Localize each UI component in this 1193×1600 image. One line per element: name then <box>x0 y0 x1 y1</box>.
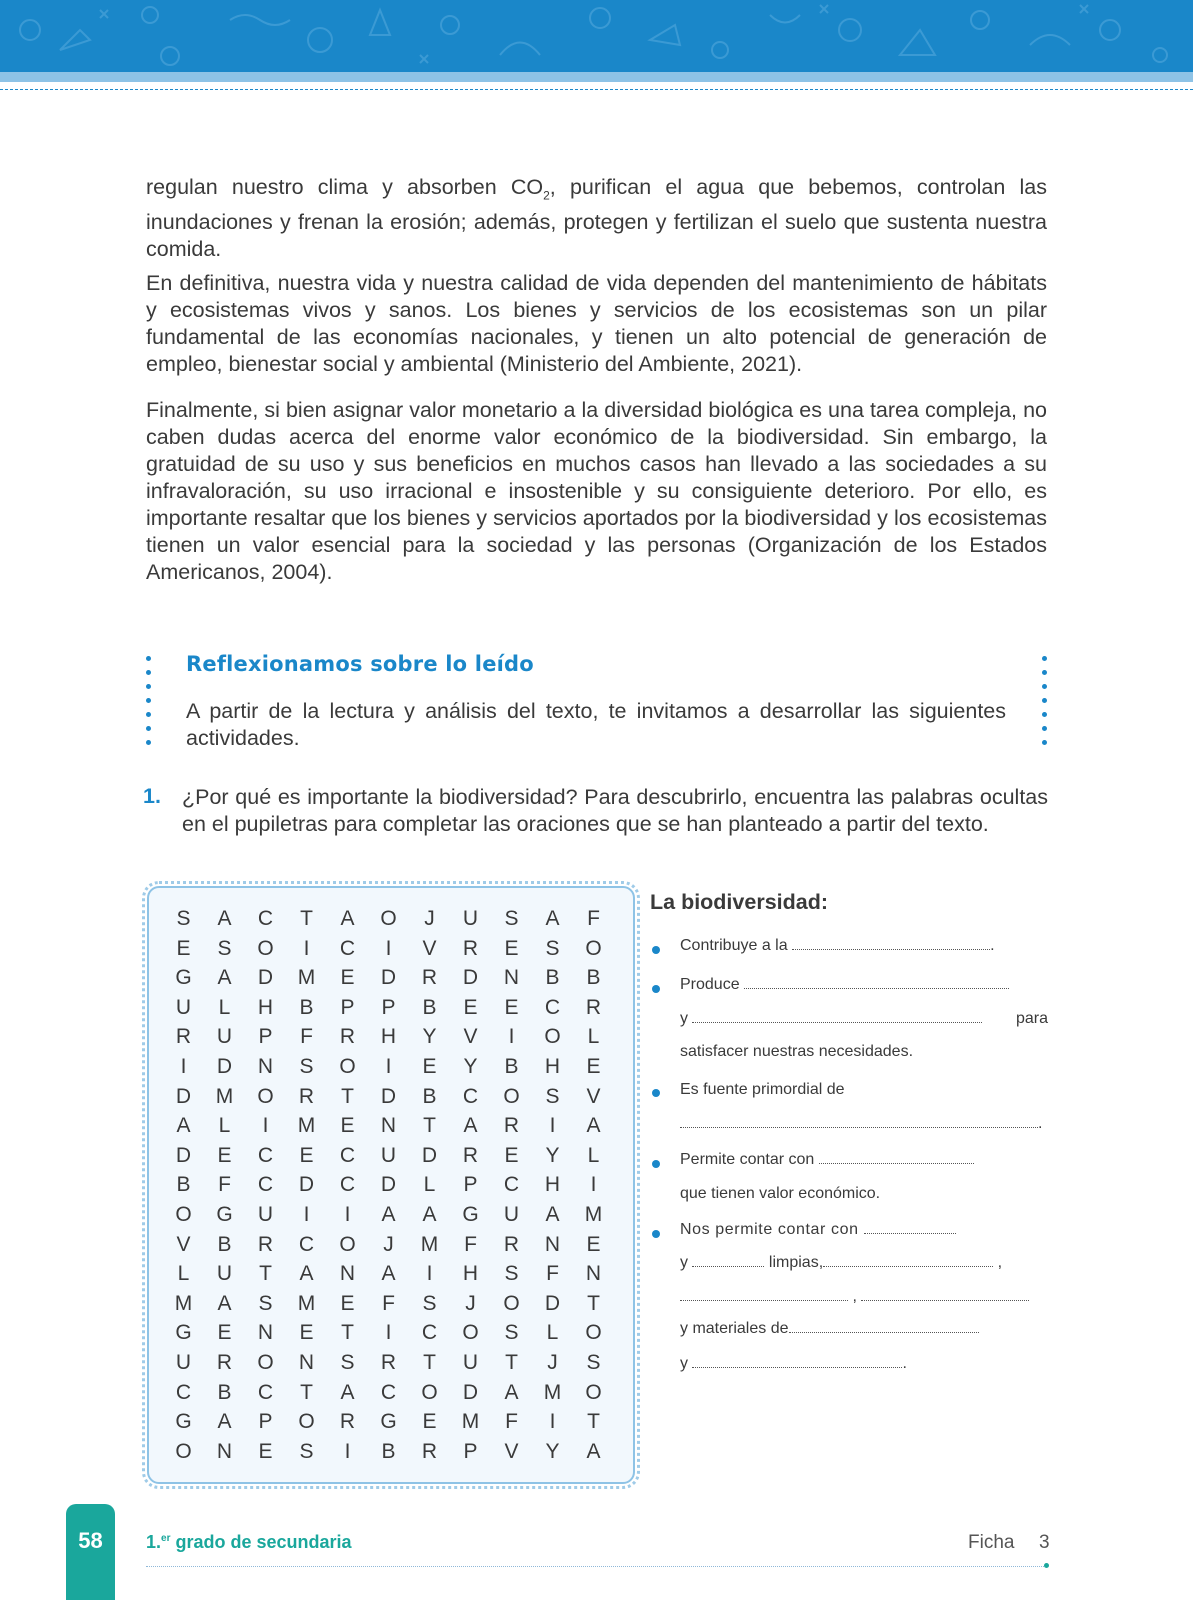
word-search-letter[interactable]: R <box>462 1143 479 1167</box>
word-search-letter[interactable]: E <box>299 1143 314 1167</box>
word-search-letter[interactable]: Y <box>545 1143 560 1167</box>
blank-line[interactable] <box>692 1367 902 1368</box>
word-search-letter[interactable]: Y <box>545 1439 560 1463</box>
blank-line[interactable] <box>792 949 990 950</box>
paragraph-1: regulan nuestro clima y absorben $CO_2$, purifican el agua que bebemos, controlan las inundaciones y frenan la erosión; además, protegen y fertilizan el suelo que sustenta nuestra comida. <box>146 175 1047 262</box>
word-search-letter[interactable]: U <box>380 1143 397 1167</box>
word-search-letter[interactable]: U <box>175 995 192 1019</box>
word-search-letter[interactable]: F <box>382 1291 395 1315</box>
word-search-letter[interactable]: L <box>587 1143 600 1167</box>
word-search-letter[interactable]: S <box>299 1054 314 1078</box>
word-search-letter[interactable]: A <box>217 966 232 990</box>
word-search-letter[interactable]: D <box>544 1291 561 1315</box>
word-search-letter[interactable]: R <box>421 1439 438 1463</box>
word-search-letter[interactable]: E <box>258 1439 273 1463</box>
word-search-letter[interactable]: E <box>340 966 355 990</box>
grade-label: 1.$^{er}$ grado de secundaria <box>146 1532 352 1552</box>
word-search-letter[interactable]: I <box>385 1054 392 1078</box>
word-search-letter[interactable]: O <box>503 1291 520 1315</box>
word-search-letter[interactable]: P <box>463 1173 478 1197</box>
word-search-letter[interactable]: O <box>257 1350 274 1374</box>
word-search-letter[interactable]: S <box>340 1350 355 1374</box>
word-search-letter[interactable]: R <box>503 1114 520 1138</box>
blank-line[interactable] <box>680 1127 1038 1128</box>
word-search-letter[interactable]: M <box>297 1291 316 1315</box>
word-search-letter[interactable]: A <box>176 1114 191 1138</box>
question-text: ¿Por qué es importante la biodiversidad? Para descubrirlo, encuentra las palabras ocultas en el pupiletras para completar las oraciones que se han planteado a partir del texto. <box>182 785 1048 836</box>
word-search-letter[interactable]: G <box>380 1410 397 1434</box>
word-search-letter[interactable]: P <box>340 995 355 1019</box>
word-search-letter[interactable]: D <box>216 1054 233 1078</box>
word-search-letter[interactable]: I <box>303 936 310 960</box>
reflexion-right-dots <box>1042 656 1048 745</box>
word-search-letter[interactable]: O <box>585 1321 602 1345</box>
word-search-letter[interactable]: M <box>420 1232 439 1256</box>
word-search-letter[interactable]: R <box>257 1232 274 1256</box>
word-search-letter[interactable]: O <box>585 1380 602 1404</box>
word-search-letter[interactable]: C <box>175 1380 192 1404</box>
word-search-letter[interactable]: F <box>587 907 600 930</box>
word-search-letter[interactable]: B <box>504 1054 519 1078</box>
word-search-letter[interactable]: A <box>463 1114 478 1138</box>
word-search-letter[interactable]: O <box>175 1439 192 1463</box>
word-search-letter[interactable]: U <box>216 1025 233 1049</box>
word-search-letter[interactable]: I <box>180 1054 187 1078</box>
word-search-letter[interactable]: C <box>257 1380 274 1404</box>
word-search-letter[interactable]: O <box>585 936 602 960</box>
ficha-label: Ficha <box>968 1532 1015 1553</box>
word-search-letter[interactable]: N <box>216 1439 233 1463</box>
bullet-icon <box>652 1089 660 1097</box>
word-search-letter[interactable]: G <box>175 1321 192 1345</box>
word-search-letter[interactable]: O <box>339 1232 356 1256</box>
word-search-letter[interactable]: A <box>340 1380 355 1404</box>
word-search-letter[interactable]: V <box>422 936 437 960</box>
word-search-letter[interactable]: B <box>586 966 601 990</box>
reflexion-left-dots <box>146 656 152 745</box>
word-search-letter[interactable]: T <box>505 1350 518 1374</box>
bullet-icon <box>652 946 660 954</box>
word-search-letter[interactable]: R <box>175 1025 192 1049</box>
word-search-letter[interactable]: E <box>422 1054 437 1078</box>
word-search-letter[interactable]: I <box>385 936 392 960</box>
word-search-letter[interactable]: O <box>257 1084 274 1108</box>
word-search-letter[interactable]: T <box>300 1380 313 1404</box>
word-search-letter[interactable]: I <box>426 1262 433 1286</box>
word-search-letter[interactable]: H <box>257 995 274 1019</box>
word-search-letter[interactable]: E <box>504 936 519 960</box>
reflexion-body: A partir de la lectura y análisis del texto, te invitamos a desarrollar las siguientes actividades. <box>186 699 1006 750</box>
word-search-letter[interactable]: O <box>421 1380 438 1404</box>
word-search-letter[interactable]: B <box>217 1380 232 1404</box>
word-search-letter[interactable]: S <box>217 936 232 960</box>
word-search-letter[interactable]: L <box>177 1262 190 1286</box>
word-search-letter[interactable]: E <box>299 1321 314 1345</box>
word-search-letter[interactable]: G <box>462 1202 479 1226</box>
blank-line[interactable] <box>680 1300 848 1301</box>
word-search-letter[interactable]: A <box>217 907 232 930</box>
word-search-letter[interactable]: C <box>544 995 561 1019</box>
word-search-letter[interactable]: P <box>463 1439 478 1463</box>
word-search-letter[interactable]: R <box>339 1025 356 1049</box>
word-search-letter[interactable]: T <box>423 1350 436 1374</box>
word-search-letter[interactable]: C <box>421 1321 438 1345</box>
fill-item-1: Contribuye a la . <box>680 937 995 954</box>
blank-line[interactable] <box>692 1266 764 1267</box>
word-search-letter[interactable]: C <box>257 907 274 930</box>
word-search-letter[interactable]: S <box>504 1262 519 1286</box>
blank-line[interactable] <box>692 1022 982 1023</box>
word-search-letter[interactable]: D <box>380 1084 397 1108</box>
word-search-letter[interactable]: N <box>298 1350 315 1374</box>
word-search-letter[interactable]: V <box>463 1025 478 1049</box>
header-stripe <box>0 72 1193 82</box>
word-search-letter[interactable]: L <box>546 1321 559 1345</box>
word-search-letter[interactable]: C <box>339 1173 356 1197</box>
word-search-letter[interactable]: D <box>298 1173 315 1197</box>
word-search-letter[interactable]: I <box>303 1202 310 1226</box>
word-search-letter[interactable]: D <box>462 1380 479 1404</box>
word-search-letter[interactable]: S <box>299 1439 314 1463</box>
word-search-letter[interactable]: N <box>339 1262 356 1286</box>
word-search-letter[interactable]: M <box>297 1114 316 1138</box>
word-search-letter[interactable]: O <box>503 1084 520 1108</box>
word-search-letter[interactable]: R <box>216 1350 233 1374</box>
word-search-letter[interactable]: C <box>339 936 356 960</box>
word-search-letter[interactable]: M <box>297 966 316 990</box>
fill-item-5-line2: y limpias, , <box>680 1254 1003 1271</box>
word-search-letter[interactable]: F <box>505 1410 518 1434</box>
word-search-letter[interactable]: M <box>215 1084 234 1108</box>
word-search-letter[interactable]: E <box>217 1143 232 1167</box>
blank-line[interactable] <box>744 988 1009 989</box>
word-search-letter[interactable]: S <box>504 1321 519 1345</box>
word-search-letter[interactable]: B <box>176 1173 191 1197</box>
word-search-letter[interactable]: D <box>462 966 479 990</box>
word-search-letter[interactable]: E <box>340 1291 355 1315</box>
word-search-letter[interactable]: B <box>381 1439 396 1463</box>
word-search-letter[interactable]: N <box>380 1114 397 1138</box>
word-search-letter[interactable]: N <box>585 1262 602 1286</box>
word-search-letter[interactable]: F <box>300 1025 313 1049</box>
fill-item-5-line5: y . <box>680 1355 907 1372</box>
footer-dot-icon <box>1044 1563 1049 1568</box>
fill-item-5-line4: y materiales de <box>680 1320 979 1338</box>
word-search-letter[interactable]: S <box>504 907 519 930</box>
word-search-letter[interactable]: N <box>503 966 520 990</box>
word-search-letter[interactable]: M <box>543 1380 562 1404</box>
word-search-letter[interactable]: G <box>216 1202 233 1226</box>
word-search-letter[interactable]: J <box>465 1291 476 1315</box>
word-search-letter[interactable]: M <box>461 1410 480 1434</box>
word-search-letter[interactable]: D <box>257 966 274 990</box>
blank-line[interactable] <box>819 1163 974 1164</box>
word-search-letter[interactable]: H <box>544 1054 561 1078</box>
word-search-letter[interactable]: E <box>422 1410 437 1434</box>
word-search-letter[interactable]: N <box>257 1321 274 1345</box>
word-search-letter[interactable]: L <box>218 1114 231 1138</box>
word-search-letter[interactable]: R <box>298 1084 315 1108</box>
word-search-letter[interactable]: E <box>463 995 478 1019</box>
word-search-letter[interactable]: P <box>381 995 396 1019</box>
word-search-letter[interactable]: R <box>339 1410 356 1434</box>
word-search-letter[interactable]: B <box>299 995 314 1019</box>
word-search-letter[interactable]: A <box>545 907 560 930</box>
word-search-letter[interactable]: E <box>586 1054 601 1078</box>
word-search-letter[interactable]: L <box>218 995 231 1019</box>
word-search-letter[interactable]: C <box>462 1084 479 1108</box>
word-search-letter[interactable]: S <box>422 1291 437 1315</box>
word-search-letter[interactable]: T <box>587 1291 600 1315</box>
word-search-letter[interactable]: I <box>385 1321 392 1345</box>
fill-item-4: Permite contar con <box>680 1151 974 1169</box>
word-search-letter[interactable]: H <box>544 1173 561 1197</box>
word-search-letter[interactable]: O <box>339 1054 356 1078</box>
word-search-letter[interactable]: E <box>504 995 519 1019</box>
word-search-letter[interactable]: T <box>259 1262 272 1286</box>
word-search-letter[interactable]: G <box>175 966 192 990</box>
word-search-letter[interactable]: R <box>380 1350 397 1374</box>
word-search-letter[interactable]: S <box>545 936 560 960</box>
word-search-letter[interactable]: D <box>421 1143 438 1167</box>
word-search-letter[interactable]: A <box>422 1202 437 1226</box>
footer-dotted-line <box>146 1566 1046 1567</box>
word-search-letter[interactable]: F <box>464 1232 477 1256</box>
doodle-pattern-icon <box>0 0 1193 72</box>
word-search-letter[interactable]: P <box>258 1410 273 1434</box>
word-search-letter[interactable]: P <box>258 1025 273 1049</box>
word-search-letter[interactable]: A <box>504 1380 519 1404</box>
word-search-letter[interactable]: F <box>218 1173 231 1197</box>
word-search-letter[interactable]: Y <box>422 1025 437 1049</box>
word-search-letter[interactable]: J <box>547 1350 558 1374</box>
word-search-letter[interactable]: C <box>257 1173 274 1197</box>
word-search-letter[interactable]: E <box>504 1143 519 1167</box>
blank-line[interactable] <box>823 1266 993 1267</box>
blank-line[interactable] <box>789 1332 979 1333</box>
word-search-letter[interactable]: V <box>176 1232 191 1256</box>
word-search-letter[interactable]: H <box>462 1262 479 1286</box>
word-search-letter[interactable]: E <box>586 1232 601 1256</box>
word-search-letter[interactable]: F <box>546 1262 559 1286</box>
reflexion-title: Reflexionamos sobre lo leído <box>186 652 534 676</box>
word-search-letter[interactable]: G <box>175 1410 192 1434</box>
word-search-letter[interactable]: B <box>217 1232 232 1256</box>
word-search-letter[interactable]: I <box>590 1173 597 1197</box>
word-search-letter[interactable]: A <box>217 1410 232 1434</box>
word-search-letter[interactable]: I <box>508 1025 515 1049</box>
biodiversity-title: La biodiversidad: <box>650 890 829 914</box>
word-search-letter[interactable]: S <box>586 1350 601 1374</box>
word-search-letter[interactable]: C <box>298 1232 315 1256</box>
word-search-letter[interactable]: T <box>423 1114 436 1138</box>
word-search-letter[interactable]: U <box>216 1262 233 1286</box>
blank-line[interactable] <box>861 1300 1029 1301</box>
word-search-box <box>147 886 635 1484</box>
word-search-letter[interactable]: R <box>585 995 602 1019</box>
word-search-letter[interactable]: I <box>262 1114 269 1138</box>
word-search-letter[interactable]: U <box>462 907 479 930</box>
fill-item-2-line3: satisfacer nuestras necesidades. <box>680 1043 914 1060</box>
bullet-icon <box>652 1160 660 1168</box>
word-search-letter[interactable]: A <box>299 1262 314 1286</box>
word-search-letter[interactable]: A <box>340 907 355 930</box>
word-search-letter[interactable]: B <box>422 995 437 1019</box>
word-search-letter[interactable]: J <box>424 907 435 930</box>
word-search-letter[interactable]: I <box>344 1202 351 1226</box>
word-search-letter[interactable]: I <box>344 1439 351 1463</box>
word-search-letter[interactable]: R <box>503 1232 520 1256</box>
word-search-letter[interactable]: A <box>381 1262 396 1286</box>
word-search-letter[interactable]: B <box>545 966 560 990</box>
word-search-letter[interactable]: E <box>340 1114 355 1138</box>
word-search-letter[interactable]: M <box>174 1291 193 1315</box>
word-search-letter[interactable]: H <box>380 1025 397 1049</box>
fill-item-5: Nos permite contar con <box>680 1221 956 1239</box>
word-search-letter[interactable]: O <box>380 907 397 930</box>
word-search-letter[interactable]: D <box>175 1084 192 1108</box>
word-search-letter[interactable]: E <box>217 1321 232 1345</box>
word-search-grid <box>163 904 614 1466</box>
word-search-letter[interactable]: A <box>381 1202 396 1226</box>
word-search-letter[interactable]: U <box>503 1202 520 1226</box>
word-search-letter[interactable]: M <box>584 1202 603 1226</box>
word-search-letter[interactable]: C <box>503 1173 520 1197</box>
word-search-letter[interactable]: R <box>421 966 438 990</box>
question-number: 1. <box>143 784 161 808</box>
word-search-letter[interactable]: A <box>217 1291 232 1315</box>
paragraph-3: Finalmente, si bien asignar valor monetario a la diversidad biológica es una tarea compleja, no caben dudas acerca del enorme valor económico de la biodiversidad. Sin embargo, la gratuidad de su uso y sus beneficios en muchos casos han llevado a las sociedades a su infravaloración, su uso irracional e insostenible y su consiguiente deterioro. Por ello, es importante resaltar que los bienes y servicios aportados por la biodiversidad y los ecosistemas tienen un valor esencial para la sociedad y las personas (Organización de los Estados Americanos, 2004). <box>146 398 1047 584</box>
bullet-icon <box>652 985 660 993</box>
word-search-letter[interactable]: C <box>380 1380 397 1404</box>
word-search-letter[interactable]: L <box>423 1173 436 1197</box>
word-search-letter[interactable]: C <box>257 1143 274 1167</box>
word-search-letter[interactable]: S <box>258 1291 273 1315</box>
word-search-letter[interactable]: T <box>300 907 313 930</box>
word-search-letter[interactable]: B <box>422 1084 437 1108</box>
blank-line[interactable] <box>864 1233 956 1234</box>
word-search-letter[interactable]: Y <box>463 1054 478 1078</box>
header-band <box>0 0 1193 72</box>
word-search-letter[interactable]: T <box>341 1321 354 1345</box>
word-search-letter[interactable]: U <box>462 1350 479 1374</box>
word-search-letter[interactable]: N <box>257 1054 274 1078</box>
word-search-letter[interactable]: E <box>176 936 191 960</box>
word-search-letter[interactable]: S <box>545 1084 560 1108</box>
fill-item-3: Es fuente primordial de <box>680 1081 845 1098</box>
word-search-letter[interactable]: D <box>175 1143 192 1167</box>
word-search-letter[interactable]: R <box>462 936 479 960</box>
word-search-letter[interactable]: L <box>587 1025 600 1049</box>
word-search-letter[interactable]: U <box>175 1350 192 1374</box>
word-search-letter[interactable]: V <box>504 1439 519 1463</box>
fill-item-4-line2: que tienen valor económico. <box>680 1185 881 1202</box>
fill-item-3-line2: . <box>680 1115 1042 1133</box>
word-search-letter[interactable]: D <box>380 1173 397 1197</box>
word-search-letter[interactable]: O <box>175 1202 192 1226</box>
word-search-letter[interactable]: A <box>586 1439 601 1463</box>
word-search-letter[interactable]: T <box>341 1084 354 1108</box>
word-search-letter[interactable]: I <box>549 1114 556 1138</box>
paragraph-2: En definitiva, nuestra vida y nuestra calidad de vida dependen del mantenimiento de hábitats y ecosistemas vivos y sanos. Los bienes y servicios de los ecosistemas son un pilar fundamental de las economías nacionales, y tienen un alto potencial de generación de empleo, bienestar social y ambiental (Ministerio del Ambiente, 2021). <box>146 271 1047 376</box>
word-search-letter[interactable]: S <box>176 907 191 930</box>
word-search-letter[interactable]: T <box>587 1410 600 1434</box>
word-search-letter[interactable]: V <box>586 1084 601 1108</box>
fill-item-2: Produce <box>680 976 1009 994</box>
page-number: 58 <box>78 1528 103 1553</box>
word-search-letter[interactable]: J <box>383 1232 394 1256</box>
word-search-letter[interactable]: A <box>545 1202 560 1226</box>
word-search-letter[interactable]: O <box>257 936 274 960</box>
word-search-letter[interactable]: U <box>257 1202 274 1226</box>
fill-item-5-line3: , <box>680 1288 1029 1306</box>
header-dashed-line <box>0 89 1193 90</box>
word-search-letter[interactable]: C <box>339 1143 356 1167</box>
word-search-letter[interactable]: I <box>549 1410 556 1434</box>
word-search-letter[interactable]: N <box>544 1232 561 1256</box>
word-search-letter[interactable]: O <box>462 1321 479 1345</box>
bullet-icon <box>652 1230 660 1238</box>
word-search-letter[interactable]: O <box>298 1410 315 1434</box>
word-search-letter[interactable]: O <box>544 1025 561 1049</box>
word-search-letter[interactable]: D <box>380 966 397 990</box>
fill-item-2-line2: y para <box>680 1010 1048 1027</box>
ficha-number: 3 <box>1039 1532 1050 1553</box>
word-search-letter[interactable]: A <box>586 1114 601 1138</box>
